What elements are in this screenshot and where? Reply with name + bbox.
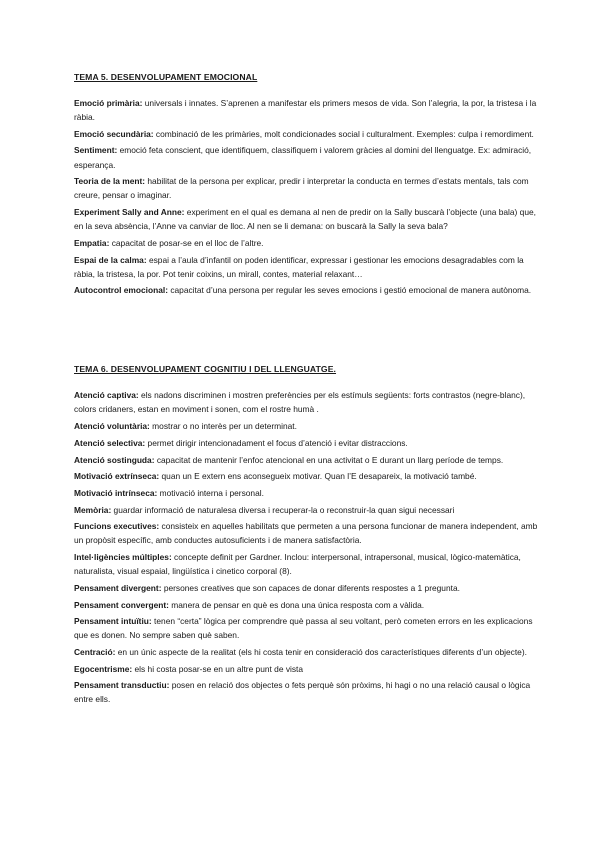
definition-entry: [74, 469, 538, 483]
definition-entry: [74, 678, 538, 706]
entry-definition: permet dirigir intencionadament el focus d’atenció i evitar distraccions.: [145, 437, 408, 448]
section-title: TEMA 6. DESENVOLUPAMENT COGNITIU I DEL LLENGUATGE.: [74, 364, 337, 375]
entry-definition: espai a l’aula d’infantil on poden identificar, expressar i gestionar les emocions desagradables com la ràbia, la tristesa, la por. Pot tenir coixins, un mirall, contes, material relaxant…: [74, 254, 524, 279]
definition-entry: [74, 581, 538, 595]
entry-term: Experiment Sally and Anne:: [74, 207, 185, 218]
entry-definition: quan un E extern ens aconsegueix motivar. Quan l’E desapareix, la motivació també.: [159, 471, 477, 482]
definition-entry: [74, 519, 538, 547]
definition-entry: [74, 453, 538, 467]
definition-entry: [74, 205, 538, 233]
entry-term: Funcions executives:: [74, 521, 160, 532]
entry-definition: capacitat de posar-se en el lloc de l’altre.: [109, 237, 264, 248]
entry-definition: els nadons discriminen i mostren preferències per els estímuls següents: forts contrastos (negre-blanc), colors cridaners, estan en moviment i sonen, com el rostre humà .: [74, 390, 526, 415]
section-tema-6: [74, 364, 538, 706]
entry-definition: els hi costa posar-se en un altre punt de vista: [132, 663, 304, 674]
entry-term: Pensament convergent:: [74, 599, 169, 610]
entry-definition: habilitat de la persona per explicar, predir i interpretar la conducta en termes d’estats mentals, tals com creure, pensar o imaginar.: [74, 176, 529, 201]
entry-definition: tenen “certa” lògica per comprendre què passa al seu voltant, però cometen errors en les explicacions que es donen. No sempre saben què saben.: [74, 616, 533, 641]
entry-definition: persones creatives que son capaces de donar diferents respostes a 1 pregunta.: [161, 582, 460, 593]
entry-definition: consisteix en aquelles habilitats que permeten a una persona funcionar de manera independent, amb un propòsit específic, amb conductes autosuficients i de manera satisfactòria.: [74, 521, 538, 546]
entry-term: Teoria de la ment:: [74, 176, 146, 187]
entry-term: Emoció primària:: [74, 98, 143, 108]
entry-term: Emoció secundària:: [74, 128, 154, 139]
entry-definition: en un únic aspecte de la realitat (els hi costa tenir en consideració dos característiques diferents d’un objecte).: [115, 647, 527, 657]
entry-term: Pensament divergent:: [74, 582, 162, 593]
entry-definition: universals i innates. S’aprenen a manifestar els primers mesos de vida. Son l’alegria, la por, la tristesa i la ràbia.: [74, 98, 537, 123]
entry-term: Sentiment:: [74, 145, 118, 156]
entry-definition: posen en relació dos objectes o fets perquè són pròxims, hi hagi o no una relació causal o lògica entre ells.: [74, 680, 531, 705]
definition-entry: [74, 598, 538, 612]
definition-entry: [74, 388, 538, 416]
entry-list: [74, 96, 538, 297]
section-title: TEMA 5. DESENVOLUPAMENT EMOCIONAL: [74, 72, 258, 82]
definition-entry: [74, 253, 538, 281]
definition-entry: [74, 662, 538, 676]
definition-entry: [74, 436, 538, 450]
entry-term: Motivació extrínseca:: [74, 471, 160, 482]
entry-term: Centració:: [74, 647, 116, 657]
entry-term: Intel·ligències múltiples:: [74, 552, 172, 563]
entry-definition: mostrar o no interès per un determinat.: [149, 421, 297, 432]
entry-definition: manera de pensar en què es dona una única resposta com a vàlida.: [168, 599, 425, 610]
definition-entry: [74, 550, 538, 578]
entry-term: Memòria:: [74, 504, 112, 515]
entry-term: Pensament transductiu:: [74, 680, 170, 691]
definition-entry: [74, 614, 538, 642]
entry-definition: capacitat d’una persona per regular les seves emocions i gestió emocional de manera autònoma.: [168, 285, 532, 296]
entry-definition: motivació interna i personal.: [157, 487, 264, 498]
entry-definition: experiment en el qual es demana al nen de predir on la Sally buscarà l’objecte (una bala) que, en la seva absència, l’Anne va canviar de lloc. Al nen se li demana: on buscarà la Sally la seva bala?: [74, 207, 536, 232]
entry-definition: capacitat de mantenir l’enfoc atencional en una activitat o E durant un llarg període de temps.: [154, 454, 504, 465]
entry-definition: concepte definit per Gardner. Inclou: interpersonal, intrapersonal, musical, lògico-matemàtica, naturalista, visual espaial, lingüística i cinetico corporal (8).: [74, 552, 521, 577]
entry-term: Atenció captiva:: [74, 390, 139, 401]
entry-term: Atenció sostinguda:: [74, 454, 155, 465]
definition-entry: [74, 127, 538, 141]
entry-term: Egocentrisme:: [74, 663, 133, 674]
entry-term: Empatia:: [74, 237, 110, 248]
entry-term: Atenció voluntària:: [74, 421, 150, 432]
definition-entry: [74, 174, 538, 202]
entry-list: [74, 388, 538, 706]
definition-entry: [74, 486, 538, 500]
entry-term: Autocontrol emocional:: [74, 285, 168, 296]
definition-entry: [74, 503, 538, 517]
definition-entry: [74, 143, 538, 171]
entry-term: Atenció selectiva:: [74, 437, 146, 448]
section-tema-5: [74, 72, 538, 297]
definition-entry: [74, 96, 538, 124]
entry-term: Motivació intrínseca:: [74, 487, 158, 498]
entry-definition: combinació de les primàries, molt condicionades social i culturalment. Exemples: culpa i remordiment.: [153, 128, 534, 139]
entry-definition: emoció feta conscient, que identifiquem, classifiquem i valorem gràcies al domini del llenguatge. Ex: admiració, esperança.: [74, 145, 532, 170]
entry-term: Pensament intuïtiu:: [74, 616, 152, 627]
entry-definition: guardar informació de naturalesa diversa i recuperar-la o reconstruir-la quan sigui necessari: [111, 504, 455, 515]
definition-entry: [74, 236, 538, 250]
entry-term: Espai de la calma:: [74, 254, 147, 265]
definition-entry: [74, 645, 538, 659]
definition-entry: [74, 419, 538, 433]
definition-entry: [74, 283, 538, 297]
